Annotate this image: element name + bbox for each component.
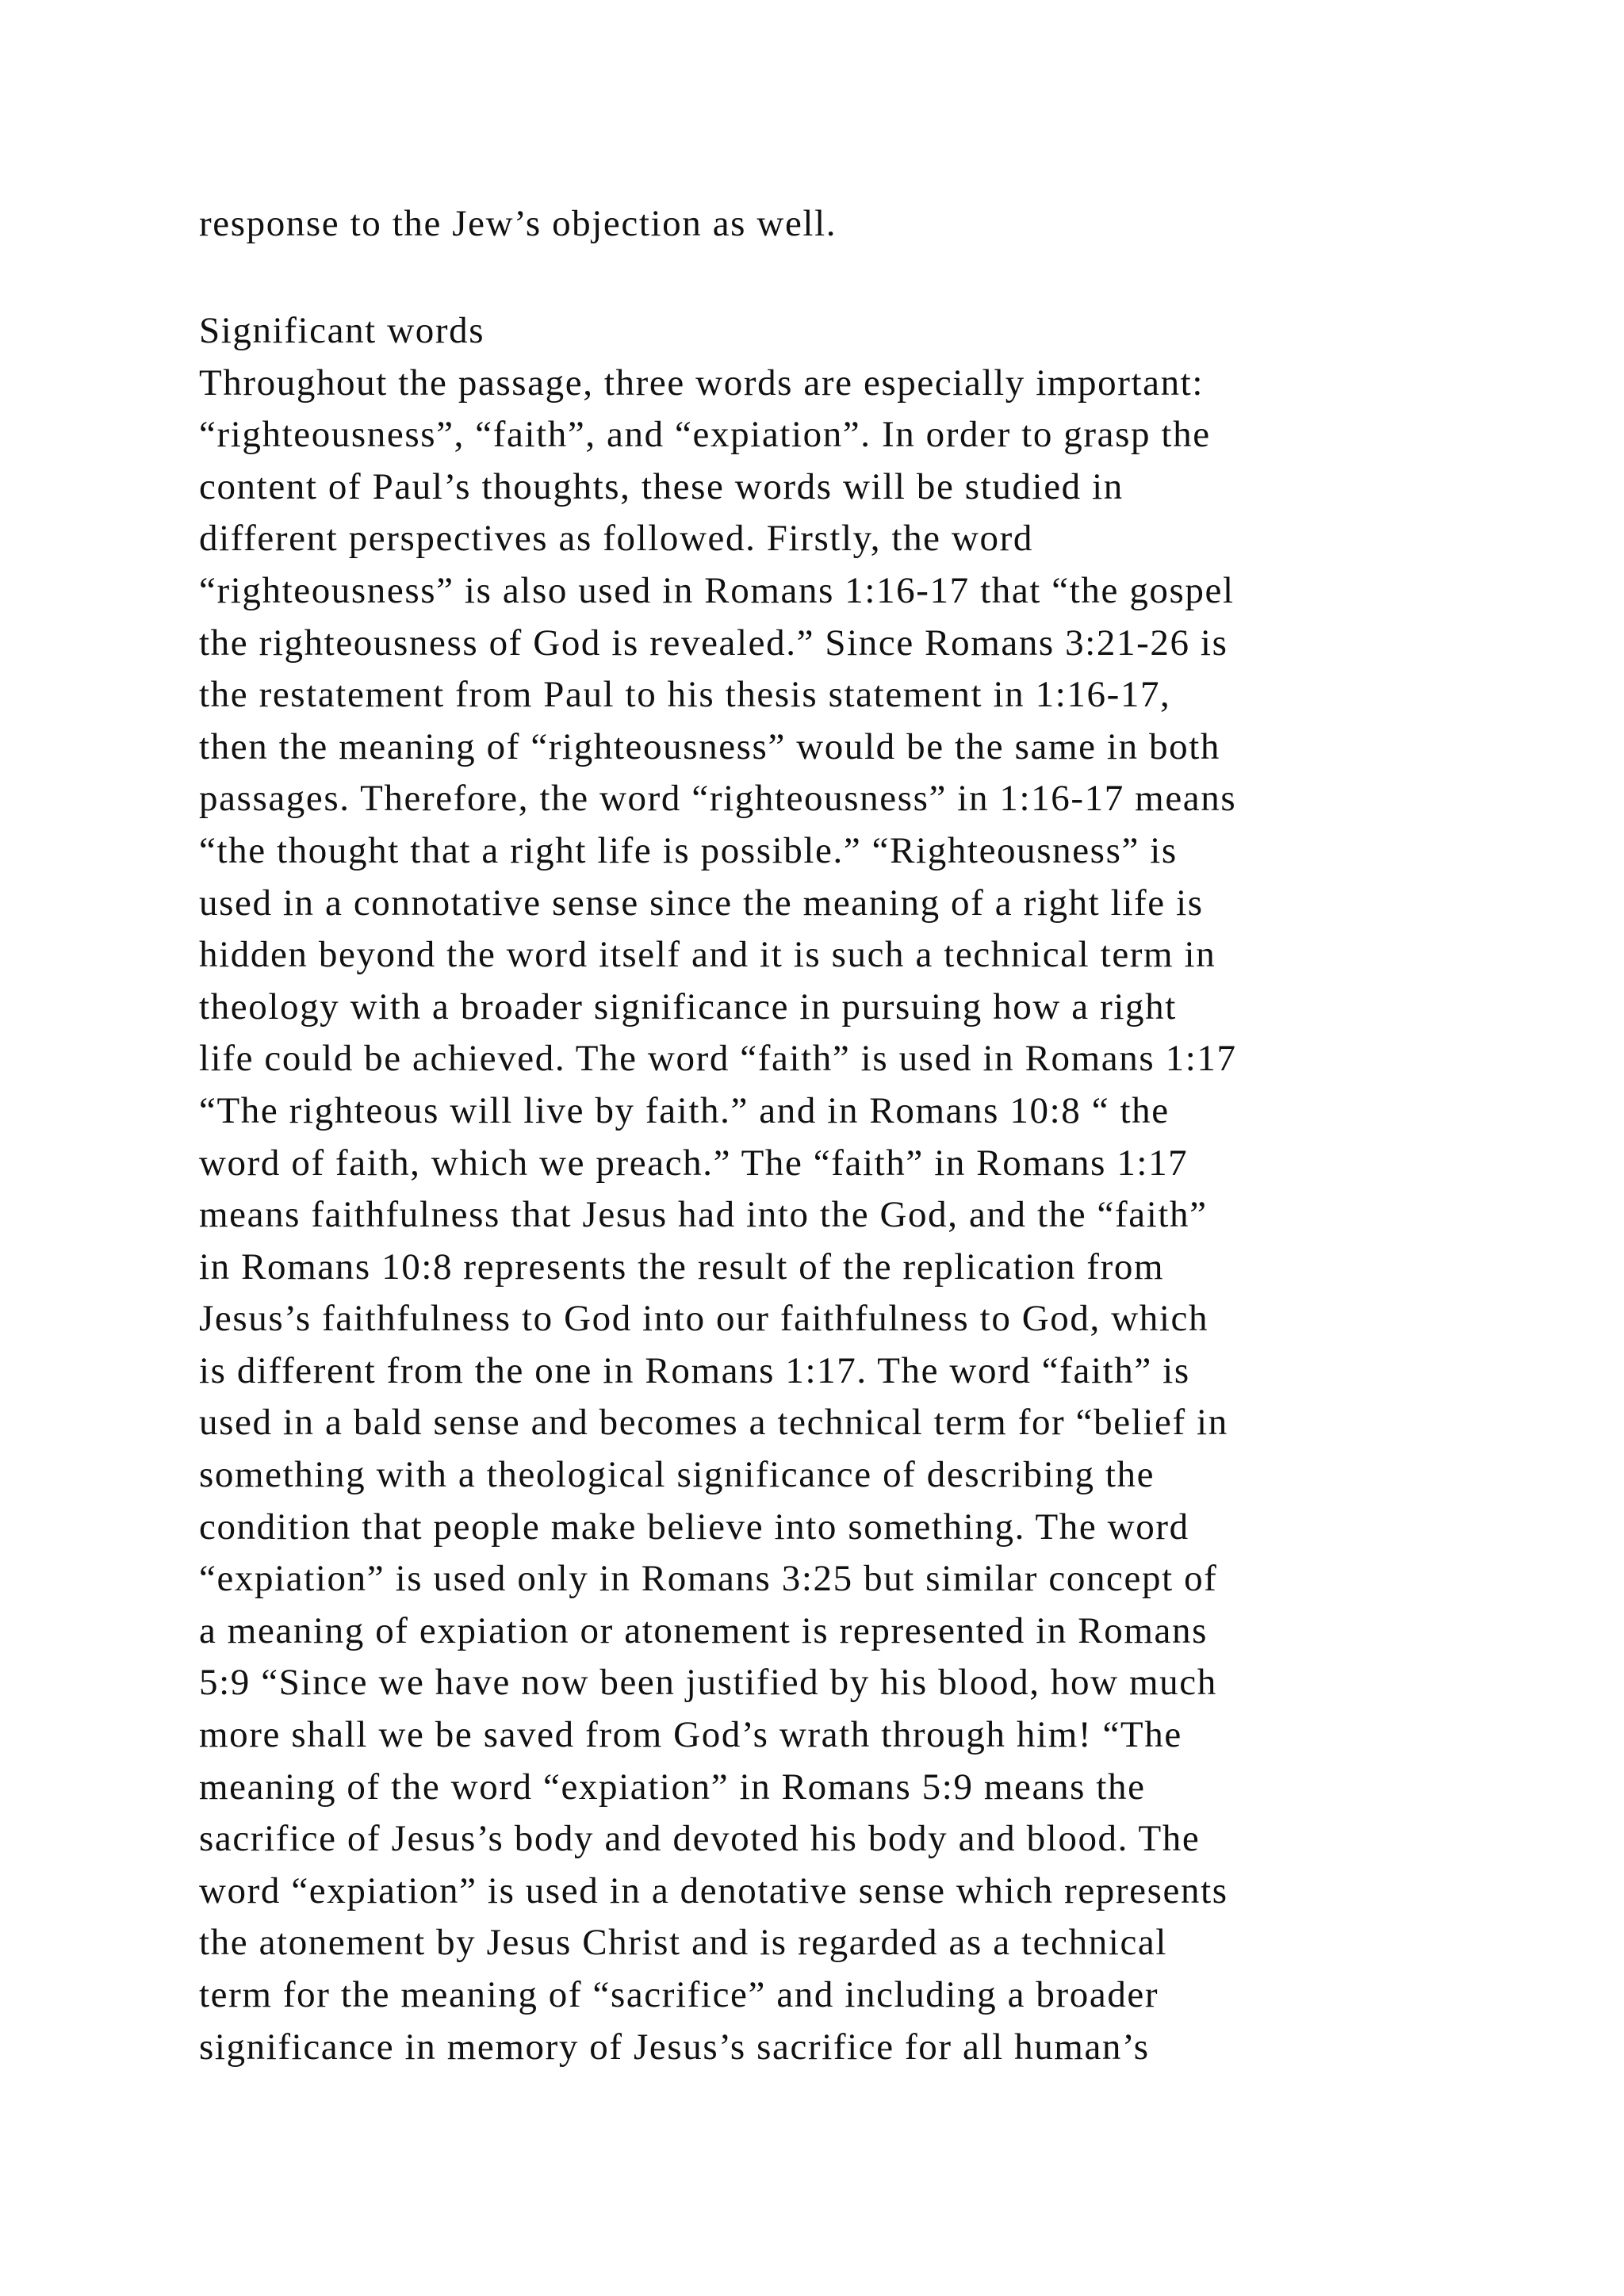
text-line: Jesus’s faithfulness to God into our faithfulness to God, which (199, 1298, 1209, 1340)
text-line: a meaning of expiation or atonement is represented in Romans (199, 1609, 1208, 1651)
text-line: the righteousness of God is revealed.” Since Romans 3:21-26 is (199, 622, 1228, 664)
text-line: means faithfulness that Jesus had into the God, and the “faith” (199, 1194, 1208, 1236)
text-line: more shall we be saved from God’s wrath through him! “The (199, 1714, 1182, 1756)
text-line: “the thought that a right life is possible.” “Righteousness” is (199, 829, 1178, 871)
text-line: content of Paul’s thoughts, these words will be studied in (199, 465, 1124, 507)
text-line: significance in memory of Jesus’s sacrifice for all human’s (199, 2026, 1150, 2068)
text-line: something with a theological significance of describing the (199, 1454, 1155, 1496)
text-line: 5:9 “Since we have now been justified by his blood, how much (199, 1662, 1217, 1704)
text-line: sacrifice of Jesus’s body and devoted his body and blood. The (199, 1818, 1201, 1860)
text-line: “righteousness”, “faith”, and “expiation”. In order to grasp the (199, 414, 1211, 456)
text-line: passages. Therefore, the word “righteousness” in 1:16-17 means (199, 778, 1237, 820)
significant-words-section (199, 305, 1460, 2073)
text-line: word of faith, which we preach.” The “faith” in Romans 1:17 (199, 1142, 1189, 1184)
intro-paragraph (199, 198, 1460, 251)
text-line: Throughout the passage, three words are especially important: (199, 362, 1204, 404)
text-line: “The righteous will live by faith.” and in Romans 10:8 “ the (199, 1089, 1170, 1131)
text-line: “expiation” is used only in Romans 3:25 but similar concept of (199, 1558, 1218, 1600)
text-line: life could be achieved. The word “faith” is used in Romans 1:17 (199, 1038, 1237, 1080)
text-line: word “expiation” is used in a denotative sense which represents (199, 1869, 1228, 1911)
text-line: different perspectives as followed. Firstly, the word (199, 518, 1033, 560)
text-line: term for the meaning of “sacrifice” and including a broader (199, 1974, 1159, 2015)
text-line: the atonement by Jesus Christ and is regarded as a technical (199, 1922, 1168, 1964)
text-line: theology with a broader significance in pursuing how a right (199, 985, 1177, 1027)
text-line: response to the Jew’s objection as well. (199, 203, 837, 244)
text-line: condition that people make believe into something. The word (199, 1506, 1189, 1548)
text-line: the restatement from Paul to his thesis statement in 1:16-17, (199, 674, 1171, 716)
text-line: used in a connotative sense since the meaning of a right life is (199, 882, 1204, 924)
text-line: then the meaning of “righteousness” would be the same in both (199, 725, 1220, 767)
text-line: used in a bald sense and becomes a technical term for “belief in (199, 1402, 1228, 1444)
text-line: in Romans 10:8 represents the result of the replication from (199, 1246, 1165, 1288)
section-heading: Significant words (199, 310, 485, 351)
text-line: hidden beyond the word itself and it is such a technical term in (199, 934, 1216, 976)
text-line: is different from the one in Romans 1:17. The word “faith” is (199, 1349, 1190, 1391)
text-line: meaning of the word “expiation” in Romans 5:9 means the (199, 1766, 1146, 1808)
text-line: “righteousness” is also used in Romans 1:16-17 that “the gospel (199, 569, 1235, 611)
